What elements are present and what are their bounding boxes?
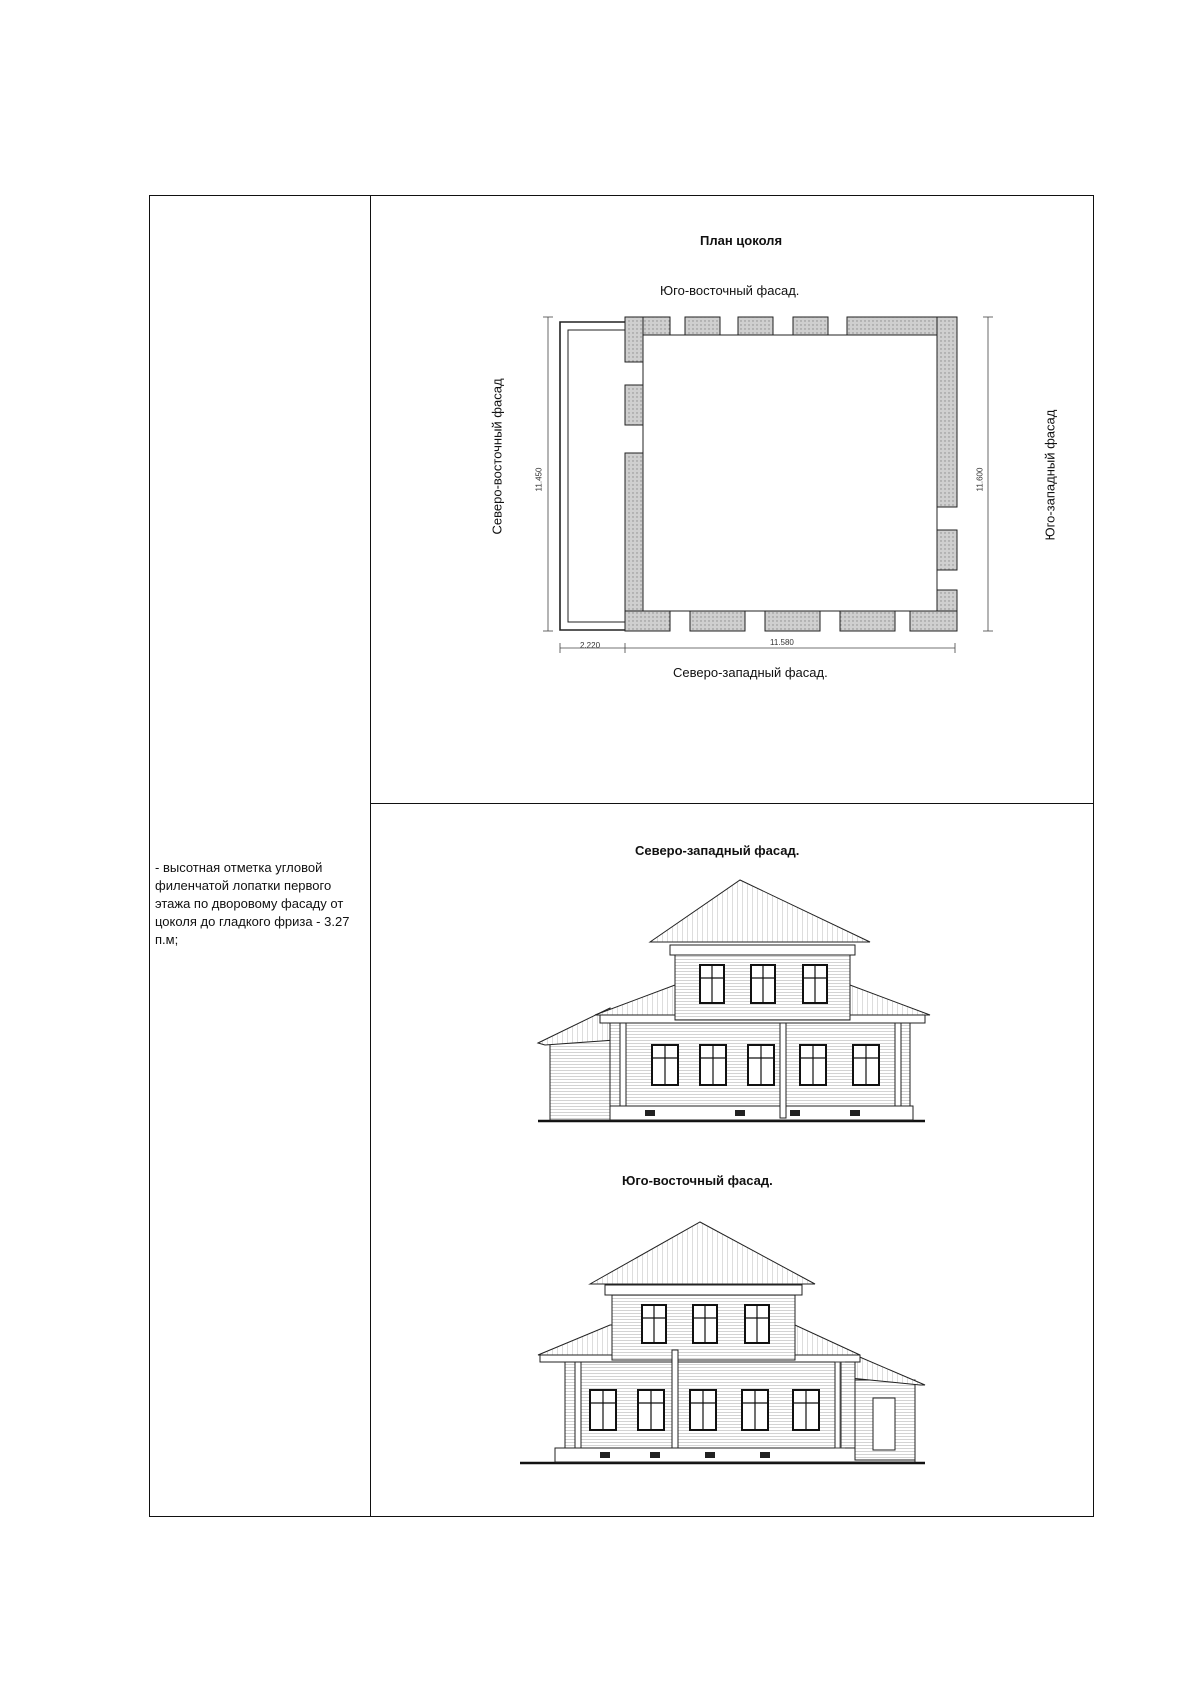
plan-dim-bottom-main: 11.580 xyxy=(770,638,794,647)
plan-top-label: Юго-восточный фасад. xyxy=(660,283,800,298)
plan-dim-bottom-left: 2.220 xyxy=(580,641,601,650)
facade-nw-title: Северо-западный фасад. xyxy=(635,843,800,858)
left-note: - высотная отметка угловой филенчатой лопатки первого этажа по дворовому фасаду от цоколя до гладкого фриза - 3.27 п.м; xyxy=(155,860,350,947)
plan-dim-left: 11.450 xyxy=(534,467,544,492)
plan-title: План цоколя xyxy=(700,233,783,248)
plan-left-label: Северо-восточный фасад xyxy=(489,378,505,535)
facade-se-title: Юго-восточный фасад. xyxy=(622,1173,773,1188)
plan-bottom-label: Северо-западный фасад. xyxy=(673,665,828,680)
plan-right-label: Юго-западный фасад xyxy=(1042,409,1058,541)
plan-dim-right: 11.600 xyxy=(975,467,985,492)
